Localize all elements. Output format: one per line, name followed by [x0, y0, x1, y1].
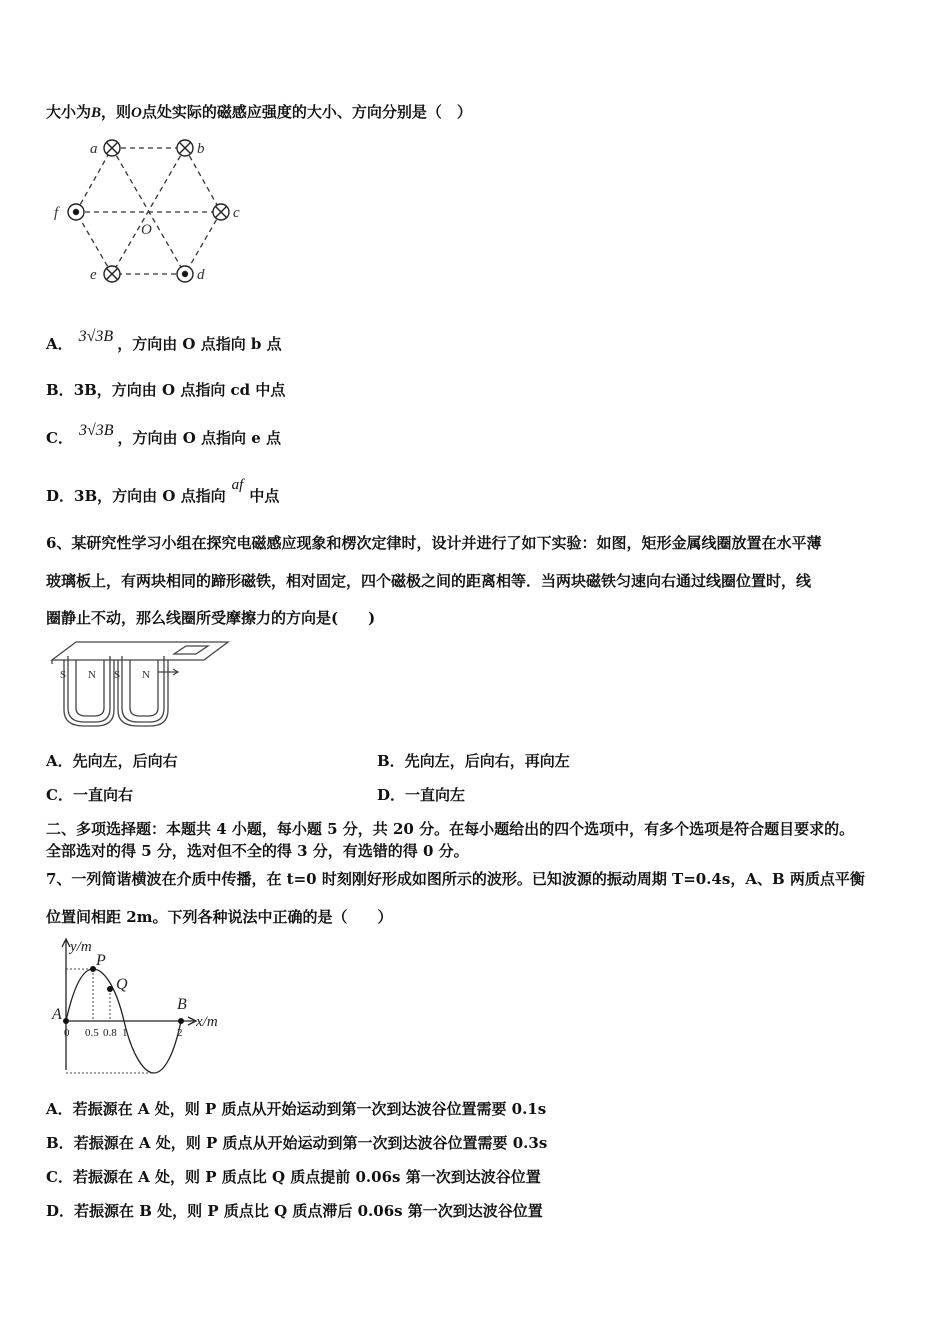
q5-option-a[interactable]: A． 3√3B ，方向由 O 点指向 b 点	[46, 328, 282, 353]
q5-stem: 大小为B，则O点处实际的磁感应强度的大小、方向分别是（ ）	[46, 103, 472, 121]
q6-option-b[interactable]: B．先向左，后向右，再向左	[377, 752, 570, 770]
point-Q	[107, 986, 113, 992]
q6-stem-line3: 圈静止不动，那么线圈所受摩擦力的方向是( )	[46, 609, 376, 627]
q7-option-d[interactable]: D．若振源在 B 处，则 P 质点比 Q 质点滞后 0.06s 第一次到达波谷位置	[46, 1202, 543, 1220]
q6-stem-line2: 玻璃板上，有两块相同的蹄形磁铁，相对固定，四个磁极之间的距离相等．当两块磁铁匀速向右通过线圈位置时，线	[46, 572, 812, 590]
label-B: B	[177, 996, 187, 1013]
label-P: P	[96, 952, 106, 969]
pole-4: N	[142, 669, 150, 681]
q6-option-d[interactable]: D．一直向左	[377, 786, 466, 804]
q5-option-b[interactable]: B．3B，方向由 O 点指向 cd 中点	[46, 381, 286, 399]
q6-stem-line1: 6、某研究性学习小组在探究电磁感应现象和楞次定律时，设计并进行了如下实验：如图，矩形金属线圈放置在水平薄	[46, 534, 822, 552]
x-axis-label: x/m	[196, 1014, 218, 1030]
y-axis-label: y/m	[70, 939, 92, 955]
option-a-math: 3√3B	[78, 328, 114, 345]
pole-1: S	[60, 669, 67, 681]
q7-option-a[interactable]: A．若振源在 A 处，则 P 质点从开始运动到第一次到达波谷位置需要 0.1s	[46, 1100, 547, 1118]
q7-option-c[interactable]: C．若振源在 A 处，则 P 质点比 Q 质点提前 0.06s 第一次到达波谷位置	[46, 1168, 541, 1186]
wire-into-page-icons	[104, 140, 229, 282]
q7-stem-line1: 7、一列简谐横波在介质中传播，在 t=0 时刻刚好形成如图所示的波形。已知波源的振动周期 T=0.4s，A、B 两质点平衡	[46, 870, 865, 888]
option-c-math: 3√3B	[78, 422, 114, 439]
tick-0.8: 0.8	[103, 1027, 117, 1039]
q6-option-c[interactable]: C．一直向右	[46, 786, 133, 804]
label-e: e	[90, 267, 97, 283]
q7-option-b[interactable]: B．若振源在 A 处，则 P 质点从开始运动到第一次到达波谷位置需要 0.3s	[46, 1134, 548, 1152]
label-O: O	[141, 222, 152, 238]
q7-stem-line2: 位置间相距 2m。下列各种说法中正确的是（ ）	[46, 908, 393, 926]
q7-wave-figure	[46, 935, 236, 1075]
q5-option-d[interactable]: D．3B，方向由 O 点指向af中点	[46, 477, 280, 505]
label-a: a	[90, 141, 98, 157]
section2-heading: 二、多项选择题：本题共 4 小题，每小题 5 分，共 20 分。在每小题给出的四个选项中，有多个选项是符合题目要求的。 全部选对的得 5 分，选对但不全的得 3 分，有选错的得 0 分。	[46, 820, 855, 860]
label-b: b	[197, 141, 205, 157]
tick-0: 0	[64, 1027, 70, 1039]
q6-magnets-figure	[46, 638, 231, 730]
tick-0.5: 0.5	[85, 1027, 99, 1039]
pole-2: N	[88, 669, 96, 681]
label-f: f	[54, 205, 59, 221]
point-A	[63, 1018, 69, 1024]
q5-option-c[interactable]: C． 3√3B ，方向由 O 点指向 e 点	[46, 422, 282, 447]
pole-3: S	[114, 669, 121, 681]
label-Q: Q	[116, 976, 128, 993]
point-B	[178, 1018, 184, 1024]
label-A: A	[52, 1006, 62, 1023]
q6-option-a[interactable]: A．先向左，后向右	[46, 752, 178, 770]
q5-hexagon-figure	[48, 132, 258, 292]
tick-1: 1	[122, 1027, 128, 1039]
tick-2: 2	[177, 1027, 183, 1039]
label-c: c	[233, 205, 240, 221]
label-d: d	[197, 267, 205, 283]
